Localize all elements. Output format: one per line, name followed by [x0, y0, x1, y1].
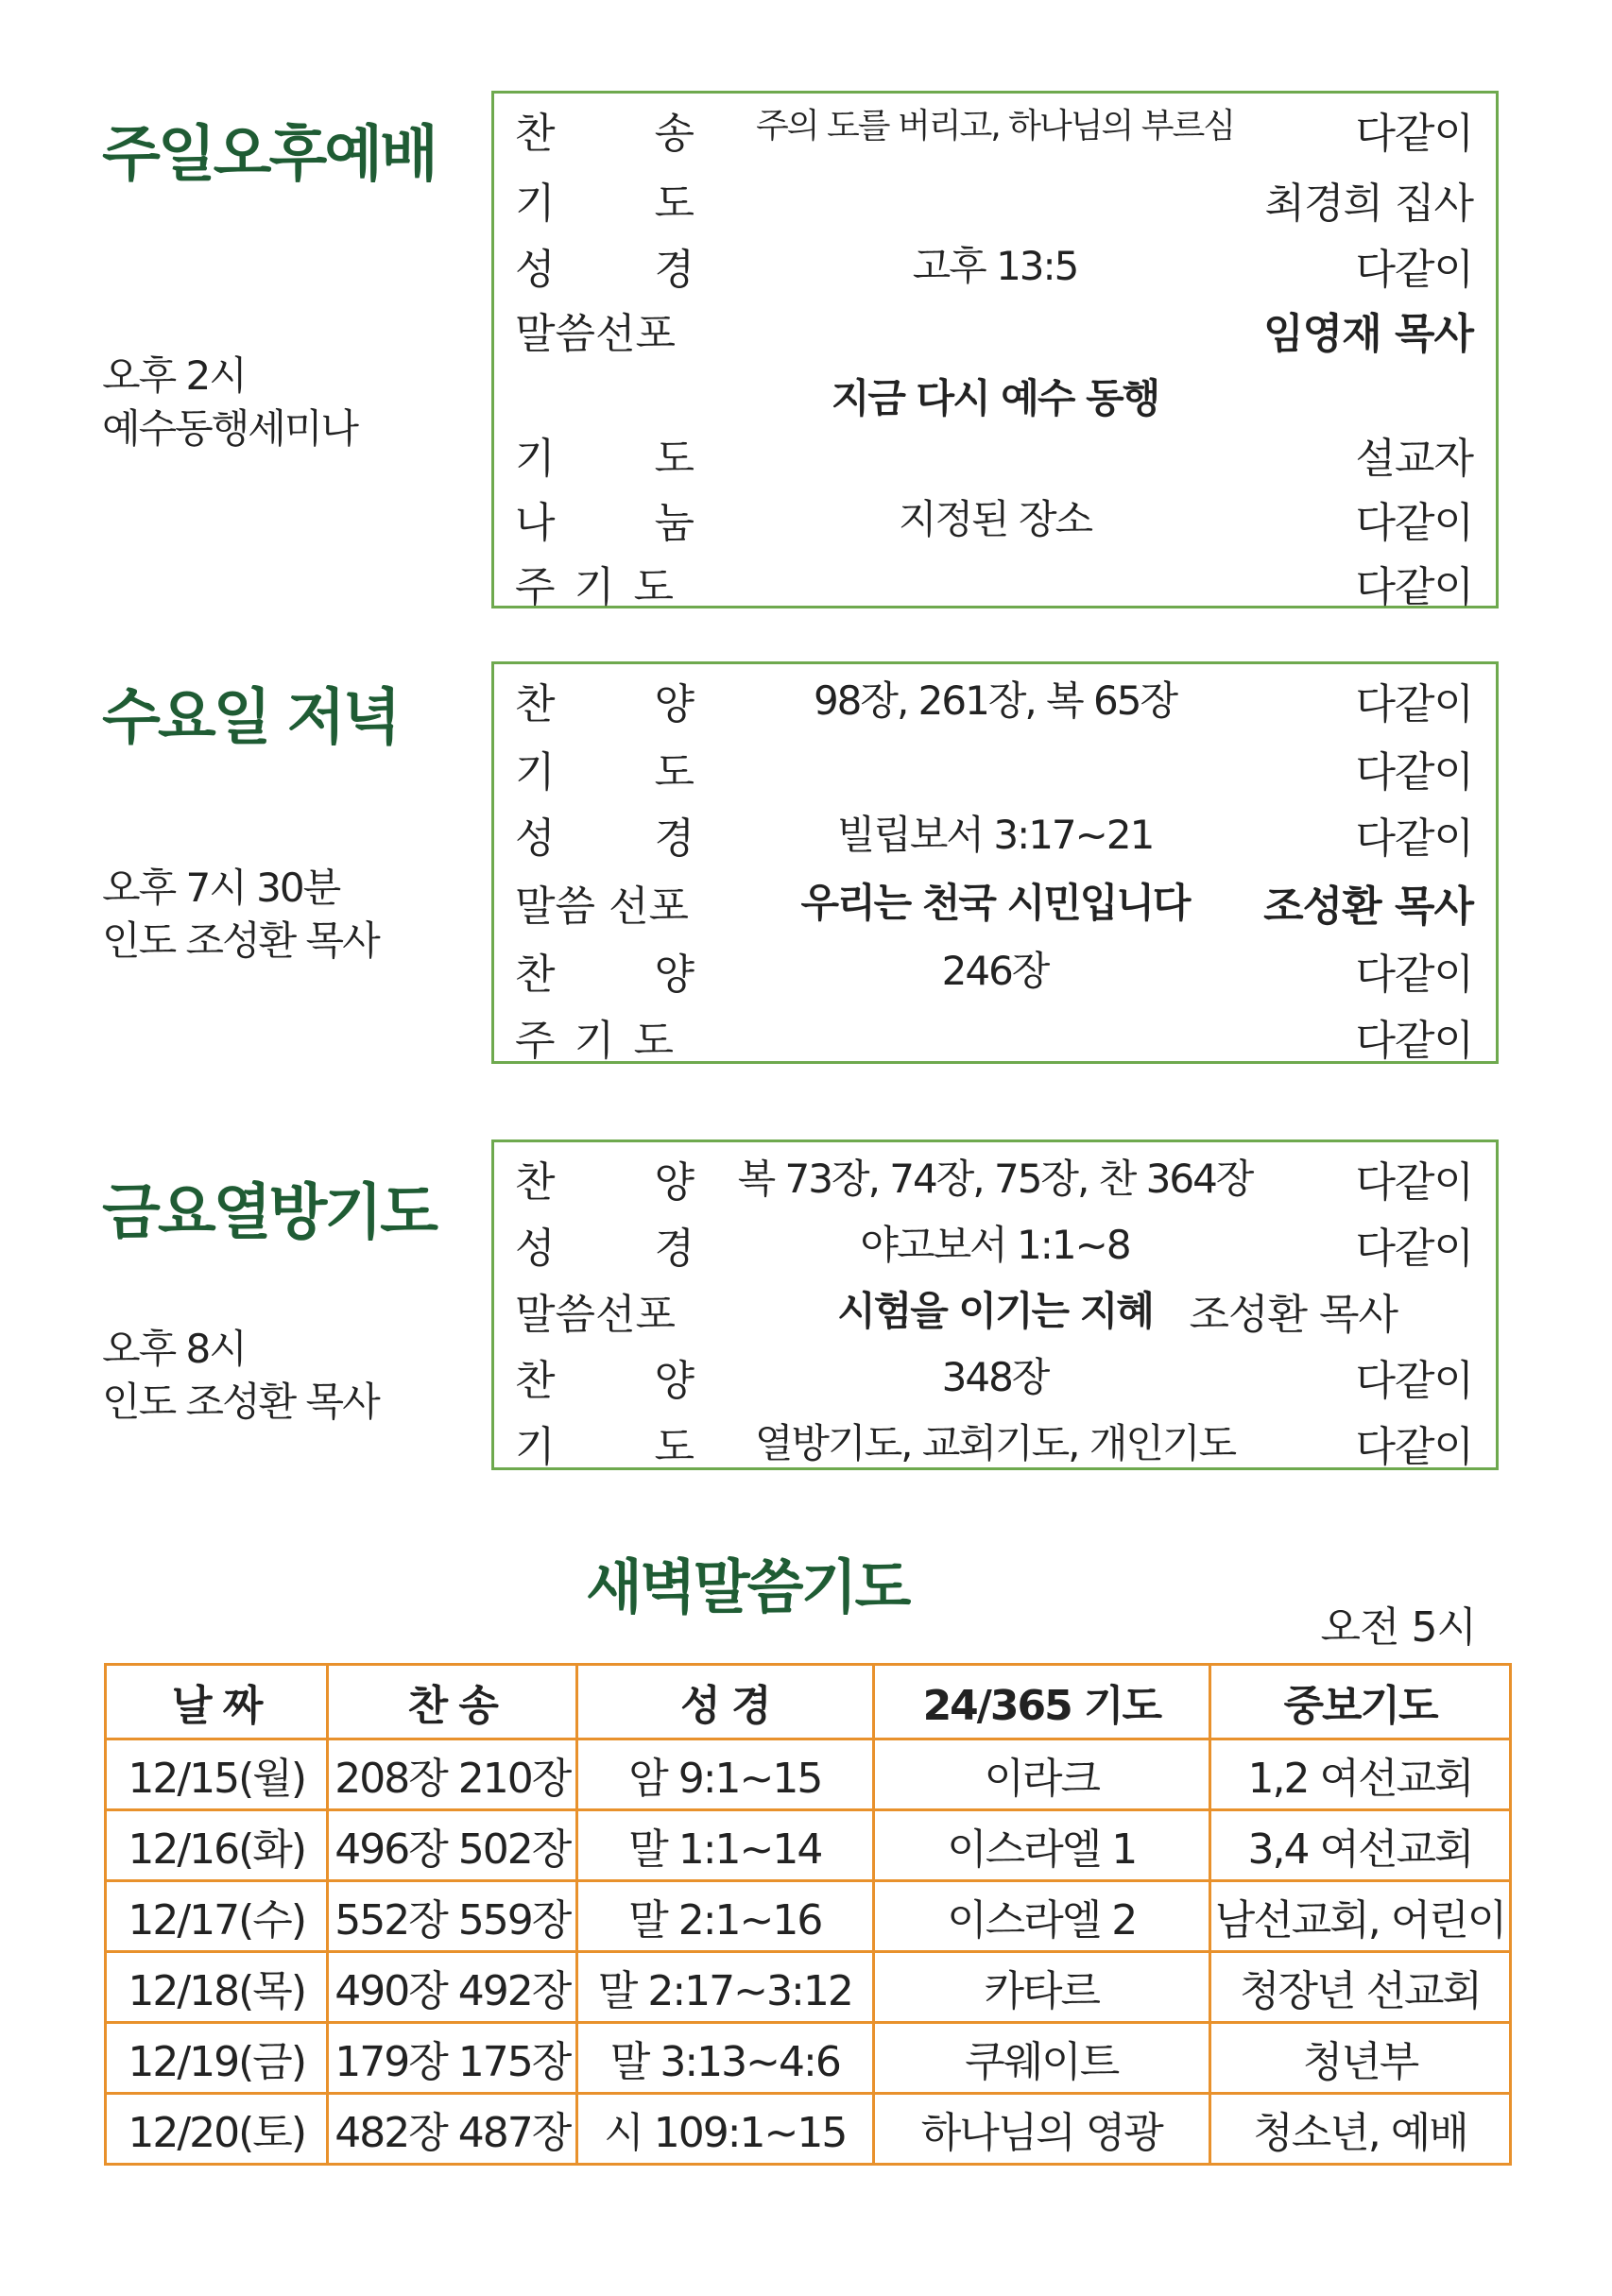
friday-title: 금요열방기도	[102, 1178, 436, 1248]
table-cell: 3,4 여선교회	[1210, 1810, 1511, 1881]
order-label	[515, 169, 695, 230]
order-row	[494, 738, 1496, 795]
order-label-text: 찬	[515, 1357, 556, 1405]
order-content: 246장	[941, 948, 1049, 994]
table-cell: 말 1:1~14	[577, 1810, 873, 1881]
order-label-text: 도	[654, 435, 695, 483]
order-label-text: 도	[633, 563, 674, 611]
order-label-text: 기	[515, 435, 556, 483]
table-cell: 말 2:1~16	[577, 1881, 873, 1952]
order-label-text: 양	[654, 680, 695, 728]
order-row	[494, 368, 1496, 424]
order-label-text: 기	[515, 748, 556, 797]
table-header-cell: 성 경	[577, 1665, 873, 1739]
table-cell: 쿠웨이트	[873, 2023, 1210, 2094]
order-row	[494, 1413, 1496, 1469]
order-label-text: 도	[633, 1017, 674, 1065]
order-label	[515, 738, 695, 798]
table-cell: 청년부	[1210, 2023, 1511, 2094]
order-row	[494, 1346, 1496, 1403]
table-cell: 카타르	[873, 1952, 1210, 2023]
order-label-text: 눔	[654, 499, 695, 547]
table-row	[106, 2023, 1511, 2094]
order-row	[494, 1148, 1496, 1205]
table-cell: 496장 502장	[328, 1810, 577, 1881]
sunday-subtitle	[102, 350, 357, 455]
table-cell: 하나님의 영광	[873, 2094, 1210, 2165]
order-leader: 최경희 집사	[1264, 180, 1473, 228]
order-label-text: 기	[515, 180, 556, 228]
order-label	[515, 99, 695, 160]
order-leader: 다같이	[1355, 563, 1473, 611]
table-header-cell: 찬 송	[328, 1665, 577, 1739]
order-content: 주의 도를 버리고, 하나님의 부르심	[755, 107, 1235, 146]
table-cell: 12/17(수)	[106, 1881, 328, 1952]
table-cell: 552장 559장	[328, 1881, 577, 1952]
table-cell: 시 109:1~15	[577, 2094, 873, 2165]
order-content: 야고보서 1:1~8	[860, 1222, 1130, 1268]
dawn-time: 오전 5시	[1320, 1603, 1476, 1652]
order-leader: 설교자	[1355, 435, 1473, 483]
table-cell: 482장 487장	[328, 2094, 577, 2165]
order-label-text: 말씀선포	[515, 310, 677, 358]
order-label-text: 경	[654, 814, 695, 863]
order-content: 348장	[941, 1354, 1049, 1400]
order-label-text: 주	[515, 1017, 556, 1065]
order-label-text: 찬	[515, 1158, 556, 1207]
table-row	[106, 1810, 1511, 1881]
order-label-text: 기	[574, 563, 615, 611]
order-content: 지정된 장소	[898, 496, 1092, 542]
order-row	[494, 872, 1496, 929]
table-header-cell: 24/365 기도	[873, 1665, 1210, 1739]
table-cell: 청장년 선교회	[1210, 1952, 1511, 2023]
order-content: 시험을 이기는 지혜	[837, 1288, 1153, 1334]
order-content: 고후 13:5	[912, 243, 1078, 289]
order-label-text: 성	[515, 814, 556, 863]
sunday-time: 오후 2시	[102, 352, 246, 399]
table-cell: 490장 492장	[328, 1952, 577, 2023]
order-row	[494, 300, 1496, 356]
order-label-text: 도	[654, 1423, 695, 1471]
wednesday-time: 오후 7시 30분	[102, 865, 340, 911]
table-cell: 이스라엘 1	[873, 1810, 1210, 1881]
order-label-text: 기	[515, 1423, 556, 1471]
table-cell: 이스라엘 2	[873, 1881, 1210, 1952]
table-row	[106, 2094, 1511, 2165]
table-row	[106, 1881, 1511, 1952]
order-label	[515, 1413, 695, 1473]
order-label-text: 말씀선포	[515, 1291, 677, 1339]
order-label-text: 양	[654, 1158, 695, 1207]
order-label	[515, 670, 695, 730]
table-cell: 말 3:13~4:6	[577, 2023, 873, 2094]
sunday-title: 주일오후예배	[102, 120, 436, 190]
order-label-text: 주	[515, 563, 556, 611]
order-content: 우리는 천국 시민입니다	[800, 880, 1190, 926]
friday-note: 인도 조성환 목사	[102, 1379, 379, 1425]
order-row	[494, 488, 1496, 545]
sunday-note: 예수동행세미나	[102, 405, 358, 452]
order-leader: 조성환 목사	[1263, 882, 1473, 931]
order-row	[494, 1214, 1496, 1271]
order-label	[515, 424, 695, 485]
order-label-text: 말씀 선포	[515, 882, 690, 931]
table-cell: 179장 175장	[328, 2023, 577, 2094]
order-row	[494, 670, 1496, 727]
order-leader: 다같이	[1355, 1225, 1473, 1273]
order-content: 빌립보서 3:17~21	[836, 812, 1154, 858]
table-row	[106, 1952, 1511, 2023]
table-cell: 208장 210장	[328, 1739, 577, 1810]
order-leader: 임영재 목사	[1263, 310, 1473, 358]
table-cell: 1,2 여선교회	[1210, 1739, 1511, 1810]
order-row	[494, 940, 1496, 997]
order-label	[515, 1006, 674, 1067]
order-label-text: 찬	[515, 110, 556, 158]
table-header-cell: 날 짜	[106, 1665, 328, 1739]
wednesday-title: 수요일 저녁	[102, 683, 399, 753]
table-cell: 암 9:1~15	[577, 1739, 873, 1810]
order-leader: 다같이	[1355, 1158, 1473, 1207]
order-label	[515, 235, 695, 296]
table-header-cell: 중보기도	[1210, 1665, 1511, 1739]
wednesday-order-box	[491, 661, 1499, 1064]
order-leader: 다같이	[1355, 748, 1473, 797]
order-row	[494, 424, 1496, 481]
order-content: 열방기도, 교회기도, 개인기도	[754, 1420, 1236, 1466]
order-leader: 다같이	[1355, 246, 1473, 294]
order-leader: 다같이	[1355, 499, 1473, 547]
table-cell: 남선교회, 어린이	[1210, 1881, 1511, 1952]
order-label	[515, 940, 695, 1001]
order-leader: 다같이	[1355, 1423, 1473, 1471]
order-label-text: 도	[654, 748, 695, 797]
order-content: 복 73장, 74장, 75장, 찬 364장	[737, 1156, 1253, 1202]
order-leader: 다같이	[1355, 951, 1473, 999]
table-cell: 12/18(목)	[106, 1952, 328, 2023]
order-label-text: 찬	[515, 951, 556, 999]
table-cell: 청소년, 예배	[1210, 2094, 1511, 2165]
dawn-title: 새벽말씀기도	[586, 1552, 909, 1621]
table-header-row	[106, 1665, 1511, 1739]
dawn-schedule-table	[104, 1663, 1512, 2166]
order-label-text: 성	[515, 1225, 556, 1273]
order-label-text: 양	[654, 1357, 695, 1405]
table-cell: 12/15(월)	[106, 1739, 328, 1810]
order-label-text: 경	[654, 1225, 695, 1273]
order-leader: 다같이	[1355, 1017, 1473, 1065]
friday-subtitle	[102, 1323, 379, 1429]
order-label-text: 도	[654, 180, 695, 228]
table-cell: 말 2:17~3:12	[577, 1952, 873, 2023]
order-content: 98장, 261장, 복 65장	[813, 677, 1177, 724]
order-label	[515, 1280, 695, 1341]
order-label	[515, 553, 674, 613]
friday-time: 오후 8시	[102, 1326, 246, 1372]
order-row	[494, 1280, 1496, 1337]
sunday-order-box	[491, 91, 1499, 611]
order-row	[494, 235, 1496, 292]
table-cell: 12/20(토)	[106, 2094, 328, 2165]
order-label	[515, 1346, 695, 1407]
order-leader: 조성환 목사	[1189, 1291, 1398, 1339]
table-cell: 12/19(금)	[106, 2023, 328, 2094]
order-label-text: 송	[654, 110, 695, 158]
wednesday-subtitle	[102, 862, 379, 968]
order-label	[515, 300, 695, 360]
order-leader: 다같이	[1355, 1357, 1473, 1405]
order-row	[494, 804, 1496, 861]
order-row	[494, 1006, 1496, 1063]
order-label-text: 성	[515, 246, 556, 294]
order-label	[515, 804, 695, 865]
order-row	[494, 99, 1496, 156]
wednesday-note: 인도 조성환 목사	[102, 917, 379, 964]
order-row	[494, 553, 1496, 609]
order-label	[515, 872, 695, 933]
order-label-text: 기	[574, 1017, 615, 1065]
order-leader: 다같이	[1355, 680, 1473, 728]
order-leader: 다같이	[1355, 814, 1473, 863]
table-row	[106, 1739, 1511, 1810]
order-label	[515, 488, 695, 549]
table-cell: 이라크	[873, 1739, 1210, 1810]
order-leader: 다같이	[1355, 110, 1473, 158]
friday-order-box	[491, 1139, 1499, 1470]
table-cell: 12/16(화)	[106, 1810, 328, 1881]
order-label	[515, 1214, 695, 1275]
order-label-text: 나	[515, 499, 556, 547]
order-row	[494, 169, 1496, 226]
order-label-text: 경	[654, 246, 695, 294]
order-label-text: 양	[654, 951, 695, 999]
order-label-text: 찬	[515, 680, 556, 728]
order-label	[515, 1148, 695, 1208]
order-content: 지금 다시 예수 동행	[831, 375, 1159, 421]
